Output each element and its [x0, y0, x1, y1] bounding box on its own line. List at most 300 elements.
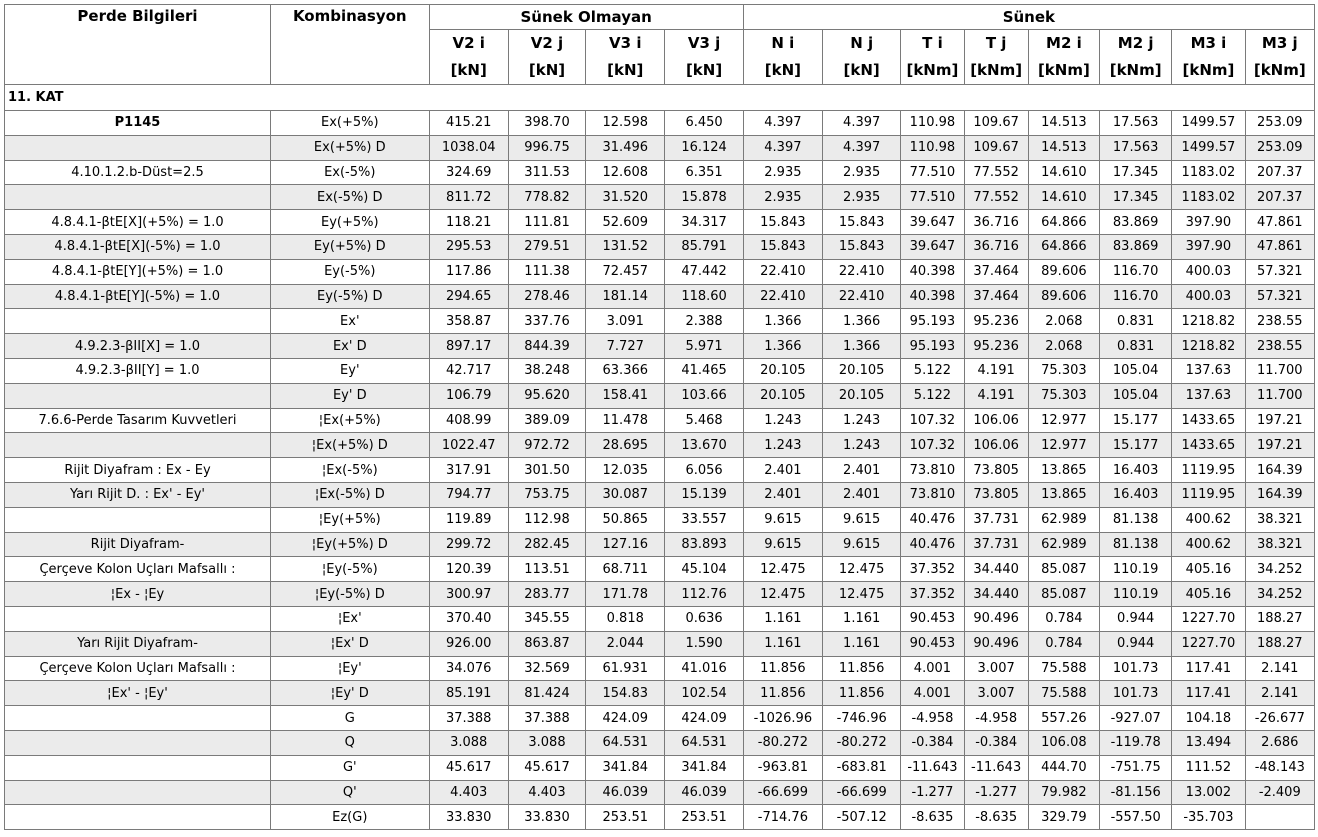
row-combination: ¦Ey(+5%) D — [270, 532, 429, 557]
value-cell: 102.54 — [665, 681, 743, 706]
column-header — [1245, 30, 1314, 85]
column-unit: [kN] — [764, 61, 801, 79]
column-name: T i — [922, 34, 943, 52]
value-cell: 22.410 — [823, 284, 901, 309]
value-cell: 2.068 — [1028, 334, 1099, 359]
value-cell: -927.07 — [1100, 706, 1172, 731]
value-cell: -11.643 — [964, 755, 1028, 780]
row-info: ¦Ex' - ¦Ey' — [5, 681, 271, 706]
column-unit: [kNm] — [906, 61, 959, 79]
value-cell: 4.397 — [823, 135, 901, 160]
value-cell: 2.141 — [1245, 656, 1314, 681]
value-cell: -66.699 — [743, 780, 822, 805]
value-cell: -66.699 — [823, 780, 901, 805]
column-header — [665, 30, 743, 85]
table-row — [5, 284, 1315, 309]
value-cell: 41.465 — [665, 358, 743, 383]
column-unit: [kNm] — [1182, 61, 1235, 79]
value-cell: 95.620 — [508, 383, 585, 408]
row-combination: ¦Ex(-5%) — [270, 458, 429, 483]
column-unit: [kNm] — [1037, 61, 1090, 79]
value-cell: 30.087 — [586, 482, 665, 507]
value-cell: 39.647 — [901, 210, 964, 235]
value-cell: 1183.02 — [1172, 160, 1245, 185]
value-cell: 117.86 — [429, 259, 508, 284]
value-cell: 64.531 — [665, 730, 743, 755]
value-cell: 9.615 — [743, 532, 822, 557]
row-info: P1145 — [5, 111, 271, 136]
value-cell: 197.21 — [1245, 433, 1314, 458]
row-info — [5, 606, 271, 631]
value-cell: 11.700 — [1245, 383, 1314, 408]
value-cell: 90.453 — [901, 631, 964, 656]
table-row — [5, 706, 1315, 731]
value-cell: 16.403 — [1100, 482, 1172, 507]
value-cell: 2.935 — [743, 185, 822, 210]
value-cell: 6.450 — [665, 111, 743, 136]
row-combination: Ex' D — [270, 334, 429, 359]
row-combination: ¦Ex(-5%) D — [270, 482, 429, 507]
value-cell: 111.38 — [508, 259, 585, 284]
row-info — [5, 706, 271, 731]
value-cell: 1433.65 — [1172, 433, 1245, 458]
value-cell: 137.63 — [1172, 358, 1245, 383]
row-combination: ¦Ey(+5%) — [270, 507, 429, 532]
value-cell: 3.091 — [586, 309, 665, 334]
value-cell: 37.352 — [901, 557, 964, 582]
value-cell: 926.00 — [429, 631, 508, 656]
value-cell: 1022.47 — [429, 433, 508, 458]
value-cell: 5.971 — [665, 334, 743, 359]
row-info — [5, 730, 271, 755]
value-cell: 73.810 — [901, 458, 964, 483]
value-cell: 105.04 — [1100, 358, 1172, 383]
value-cell: 137.63 — [1172, 383, 1245, 408]
value-cell: 0.784 — [1028, 631, 1099, 656]
row-info: 4.8.4.1-βtE[X](-5%) = 1.0 — [5, 234, 271, 259]
value-cell: 120.39 — [429, 557, 508, 582]
value-cell: 1.366 — [823, 334, 901, 359]
value-cell: 171.78 — [586, 582, 665, 607]
value-cell: 116.70 — [1100, 259, 1172, 284]
value-cell: 63.366 — [586, 358, 665, 383]
value-cell: 75.588 — [1028, 656, 1099, 681]
value-cell: 33.557 — [665, 507, 743, 532]
value-cell: 40.476 — [901, 507, 964, 532]
value-cell: 15.843 — [743, 210, 822, 235]
value-cell: -4.958 — [901, 706, 964, 731]
row-info — [5, 433, 271, 458]
table-row — [5, 631, 1315, 656]
value-cell: 2.401 — [743, 458, 822, 483]
value-cell: 300.97 — [429, 582, 508, 607]
value-cell: 11.856 — [823, 681, 901, 706]
value-cell: 15.177 — [1100, 408, 1172, 433]
row-combination: ¦Ey' D — [270, 681, 429, 706]
table-row — [5, 582, 1315, 607]
column-header — [823, 30, 901, 85]
value-cell: -751.75 — [1100, 755, 1172, 780]
value-cell: 34.440 — [964, 557, 1028, 582]
value-cell: -963.81 — [743, 755, 822, 780]
row-combination: Ey(-5%) — [270, 259, 429, 284]
table-row — [5, 234, 1315, 259]
value-cell: 253.09 — [1245, 135, 1314, 160]
value-cell: 3.088 — [508, 730, 585, 755]
value-cell: 0.818 — [586, 606, 665, 631]
value-cell: 106.08 — [1028, 730, 1099, 755]
value-cell: 299.72 — [429, 532, 508, 557]
value-cell: 131.52 — [586, 234, 665, 259]
value-cell: 400.03 — [1172, 284, 1245, 309]
value-cell: 408.99 — [429, 408, 508, 433]
header-ductile: Sünek — [743, 5, 1314, 30]
column-header — [429, 30, 508, 85]
value-cell: 105.04 — [1100, 383, 1172, 408]
value-cell: 112.76 — [665, 582, 743, 607]
value-cell: 116.70 — [1100, 284, 1172, 309]
value-cell: -119.78 — [1100, 730, 1172, 755]
value-cell: 2.401 — [823, 458, 901, 483]
value-cell: 117.41 — [1172, 656, 1245, 681]
value-cell: 1038.04 — [429, 135, 508, 160]
row-combination: Q — [270, 730, 429, 755]
value-cell: 42.717 — [429, 358, 508, 383]
value-cell: 844.39 — [508, 334, 585, 359]
value-cell: 12.608 — [586, 160, 665, 185]
column-name: M3 j — [1261, 34, 1298, 52]
value-cell: 13.865 — [1028, 482, 1099, 507]
value-cell: 1218.82 — [1172, 309, 1245, 334]
value-cell: 34.076 — [429, 656, 508, 681]
value-cell: 127.16 — [586, 532, 665, 557]
value-cell: 109.67 — [964, 111, 1028, 136]
value-cell: 0.944 — [1100, 606, 1172, 631]
value-cell: 79.982 — [1028, 780, 1099, 805]
row-info — [5, 309, 271, 334]
value-cell: 4.403 — [429, 780, 508, 805]
value-cell: 753.75 — [508, 482, 585, 507]
row-info — [5, 507, 271, 532]
column-header — [964, 30, 1028, 85]
value-cell: 278.46 — [508, 284, 585, 309]
value-cell: 398.70 — [508, 111, 585, 136]
value-cell: 68.711 — [586, 557, 665, 582]
value-cell: 11.856 — [743, 656, 822, 681]
value-cell: 5.468 — [665, 408, 743, 433]
value-cell: -48.143 — [1245, 755, 1314, 780]
value-cell: 47.442 — [665, 259, 743, 284]
value-cell: 794.77 — [429, 482, 508, 507]
value-cell: 400.62 — [1172, 507, 1245, 532]
value-cell: 0.784 — [1028, 606, 1099, 631]
value-cell: 15.843 — [823, 234, 901, 259]
value-cell: 37.731 — [964, 507, 1028, 532]
row-info: 4.9.2.3-βII[Y] = 1.0 — [5, 358, 271, 383]
table-row — [5, 730, 1315, 755]
row-info: Çerçeve Kolon Uçları Mafsallı : — [5, 656, 271, 681]
row-combination: G — [270, 706, 429, 731]
column-unit: [kNm] — [1109, 61, 1162, 79]
value-cell: 11.856 — [743, 681, 822, 706]
value-cell: 337.76 — [508, 309, 585, 334]
row-info: 7.6.6-Perde Tasarım Kuvvetleri — [5, 408, 271, 433]
value-cell: 13.670 — [665, 433, 743, 458]
value-cell: 2.935 — [823, 160, 901, 185]
column-name: V2 i — [452, 34, 485, 52]
value-cell: 405.16 — [1172, 582, 1245, 607]
row-info: 4.8.4.1-βtE[Y](-5%) = 1.0 — [5, 284, 271, 309]
value-cell: 0.831 — [1100, 334, 1172, 359]
row-info — [5, 805, 271, 830]
value-cell: 107.32 — [901, 433, 964, 458]
value-cell: 15.177 — [1100, 433, 1172, 458]
value-cell: 45.104 — [665, 557, 743, 582]
value-cell: 14.513 — [1028, 111, 1099, 136]
value-cell: 4.397 — [743, 111, 822, 136]
value-cell: 164.39 — [1245, 482, 1314, 507]
value-cell: 75.588 — [1028, 681, 1099, 706]
table-row — [5, 210, 1315, 235]
value-cell: 38.321 — [1245, 507, 1314, 532]
value-cell: 72.457 — [586, 259, 665, 284]
value-cell: 2.401 — [743, 482, 822, 507]
row-combination: ¦Ey(-5%) — [270, 557, 429, 582]
value-cell: 1119.95 — [1172, 482, 1245, 507]
value-cell: 3.007 — [964, 656, 1028, 681]
value-cell: 188.27 — [1245, 606, 1314, 631]
table-row — [5, 334, 1315, 359]
table-row — [5, 458, 1315, 483]
value-cell: 15.843 — [823, 210, 901, 235]
column-unit: [kN] — [450, 61, 487, 79]
value-cell: 1.161 — [823, 606, 901, 631]
value-cell: 20.105 — [743, 358, 822, 383]
value-cell: 104.18 — [1172, 706, 1245, 731]
value-cell: 1227.70 — [1172, 606, 1245, 631]
value-cell: 22.410 — [823, 259, 901, 284]
value-cell: 415.21 — [429, 111, 508, 136]
floor-label: 11. KAT — [5, 85, 1315, 111]
column-unit: [kN] — [528, 61, 566, 79]
value-cell: 341.84 — [586, 755, 665, 780]
value-cell: 32.569 — [508, 656, 585, 681]
row-combination: G' — [270, 755, 429, 780]
value-cell: 11.856 — [823, 656, 901, 681]
value-cell: -11.643 — [901, 755, 964, 780]
table-row — [5, 309, 1315, 334]
value-cell: 34.252 — [1245, 557, 1314, 582]
row-info: Çerçeve Kolon Uçları Mafsallı : — [5, 557, 271, 582]
row-info: Yarı Rijit D. : Ex' - Ey' — [5, 482, 271, 507]
value-cell: -4.958 — [964, 706, 1028, 731]
value-cell: 112.98 — [508, 507, 585, 532]
table-row — [5, 681, 1315, 706]
column-header — [743, 30, 822, 85]
value-cell: 7.727 — [586, 334, 665, 359]
value-cell: 996.75 — [508, 135, 585, 160]
value-cell: 282.45 — [508, 532, 585, 557]
row-combination: Ey(+5%) — [270, 210, 429, 235]
value-cell: 5.122 — [901, 383, 964, 408]
value-cell: 22.410 — [743, 284, 822, 309]
value-cell: 207.37 — [1245, 185, 1314, 210]
value-cell: 2.388 — [665, 309, 743, 334]
value-cell: 5.122 — [901, 358, 964, 383]
row-combination: ¦Ex' D — [270, 631, 429, 656]
row-info — [5, 755, 271, 780]
value-cell: 106.79 — [429, 383, 508, 408]
value-cell: 1.366 — [743, 334, 822, 359]
value-cell: 9.615 — [743, 507, 822, 532]
value-cell: 46.039 — [665, 780, 743, 805]
value-cell: 85.191 — [429, 681, 508, 706]
value-cell: 13.865 — [1028, 458, 1099, 483]
value-cell: 37.388 — [429, 706, 508, 731]
table-row — [5, 185, 1315, 210]
column-unit: [kN] — [843, 61, 880, 79]
value-cell: 295.53 — [429, 234, 508, 259]
value-cell: 15.139 — [665, 482, 743, 507]
value-cell: -1026.96 — [743, 706, 822, 731]
column-unit: [kNm] — [970, 61, 1023, 79]
value-cell: 188.27 — [1245, 631, 1314, 656]
row-combination: Ex(+5%) D — [270, 135, 429, 160]
value-cell: 111.52 — [1172, 755, 1245, 780]
value-cell: 11.478 — [586, 408, 665, 433]
value-cell: 0.944 — [1100, 631, 1172, 656]
value-cell: 106.06 — [964, 408, 1028, 433]
value-cell: 37.352 — [901, 582, 964, 607]
value-cell: -0.384 — [901, 730, 964, 755]
column-name: M2 i — [1046, 34, 1082, 52]
value-cell: 557.26 — [1028, 706, 1099, 731]
row-info: ¦Ex - ¦Ey — [5, 582, 271, 607]
value-cell: 3.088 — [429, 730, 508, 755]
value-cell: 113.51 — [508, 557, 585, 582]
value-cell: 107.32 — [901, 408, 964, 433]
value-cell: 181.14 — [586, 284, 665, 309]
value-cell: 81.424 — [508, 681, 585, 706]
value-cell: 83.869 — [1100, 234, 1172, 259]
row-info — [5, 185, 271, 210]
value-cell: 17.563 — [1100, 135, 1172, 160]
value-cell: 28.695 — [586, 433, 665, 458]
table-row — [5, 259, 1315, 284]
table-row — [5, 358, 1315, 383]
value-cell: -80.272 — [823, 730, 901, 755]
table-row — [5, 532, 1315, 557]
value-cell: 75.303 — [1028, 383, 1099, 408]
value-cell: 158.41 — [586, 383, 665, 408]
value-cell: 77.552 — [964, 160, 1028, 185]
table-row — [5, 383, 1315, 408]
value-cell: 77.552 — [964, 185, 1028, 210]
value-cell: 1119.95 — [1172, 458, 1245, 483]
value-cell: 4.191 — [964, 358, 1028, 383]
value-cell: 12.977 — [1028, 408, 1099, 433]
value-cell: 397.90 — [1172, 210, 1245, 235]
value-cell: 38.321 — [1245, 532, 1314, 557]
value-cell: 12.977 — [1028, 433, 1099, 458]
value-cell: 294.65 — [429, 284, 508, 309]
value-cell: 778.82 — [508, 185, 585, 210]
value-cell: 15.878 — [665, 185, 743, 210]
value-cell: 238.55 — [1245, 309, 1314, 334]
column-name: N j — [850, 34, 874, 52]
value-cell: 1183.02 — [1172, 185, 1245, 210]
value-cell: -81.156 — [1100, 780, 1172, 805]
value-cell: -557.50 — [1100, 805, 1172, 830]
value-cell: 17.563 — [1100, 111, 1172, 136]
value-cell: -80.272 — [743, 730, 822, 755]
value-cell: -8.635 — [901, 805, 964, 830]
row-combination: Ex(-5%) — [270, 160, 429, 185]
column-name: T j — [985, 34, 1007, 52]
value-cell: 197.21 — [1245, 408, 1314, 433]
value-cell: 20.105 — [743, 383, 822, 408]
value-cell: 13.494 — [1172, 730, 1245, 755]
value-cell: 90.496 — [964, 606, 1028, 631]
value-cell: 33.830 — [429, 805, 508, 830]
value-cell: 47.861 — [1245, 210, 1314, 235]
row-combination: Ey(+5%) D — [270, 234, 429, 259]
row-combination: ¦Ex' — [270, 606, 429, 631]
column-header — [1100, 30, 1172, 85]
value-cell: 40.398 — [901, 259, 964, 284]
value-cell: 1.161 — [743, 631, 822, 656]
value-cell: 34.317 — [665, 210, 743, 235]
row-info — [5, 135, 271, 160]
value-cell: 64.866 — [1028, 234, 1099, 259]
value-cell: 73.805 — [964, 482, 1028, 507]
table-row — [5, 656, 1315, 681]
value-cell: -746.96 — [823, 706, 901, 731]
value-cell: 164.39 — [1245, 458, 1314, 483]
column-header — [508, 30, 585, 85]
value-cell: 75.303 — [1028, 358, 1099, 383]
value-cell: 40.476 — [901, 532, 964, 557]
value-cell: 110.19 — [1100, 582, 1172, 607]
table-row — [5, 111, 1315, 136]
value-cell: 811.72 — [429, 185, 508, 210]
value-cell: -26.677 — [1245, 706, 1314, 731]
value-cell: 83.869 — [1100, 210, 1172, 235]
value-cell: 36.716 — [964, 210, 1028, 235]
row-combination: ¦Ey' — [270, 656, 429, 681]
value-cell: 0.831 — [1100, 309, 1172, 334]
value-cell: 2.141 — [1245, 681, 1314, 706]
value-cell: 279.51 — [508, 234, 585, 259]
value-cell: 358.87 — [429, 309, 508, 334]
value-cell: 9.615 — [823, 532, 901, 557]
value-cell: 57.321 — [1245, 284, 1314, 309]
value-cell: 119.89 — [429, 507, 508, 532]
column-header — [1028, 30, 1099, 85]
table-row — [5, 408, 1315, 433]
value-cell: 40.398 — [901, 284, 964, 309]
value-cell: 89.606 — [1028, 284, 1099, 309]
value-cell: 4.001 — [901, 681, 964, 706]
value-cell: 22.410 — [743, 259, 822, 284]
value-cell: 1.161 — [823, 631, 901, 656]
value-cell: 4.191 — [964, 383, 1028, 408]
value-cell: 117.41 — [1172, 681, 1245, 706]
table-row — [5, 135, 1315, 160]
column-header — [586, 30, 665, 85]
value-cell: 50.865 — [586, 507, 665, 532]
value-cell: 64.531 — [586, 730, 665, 755]
